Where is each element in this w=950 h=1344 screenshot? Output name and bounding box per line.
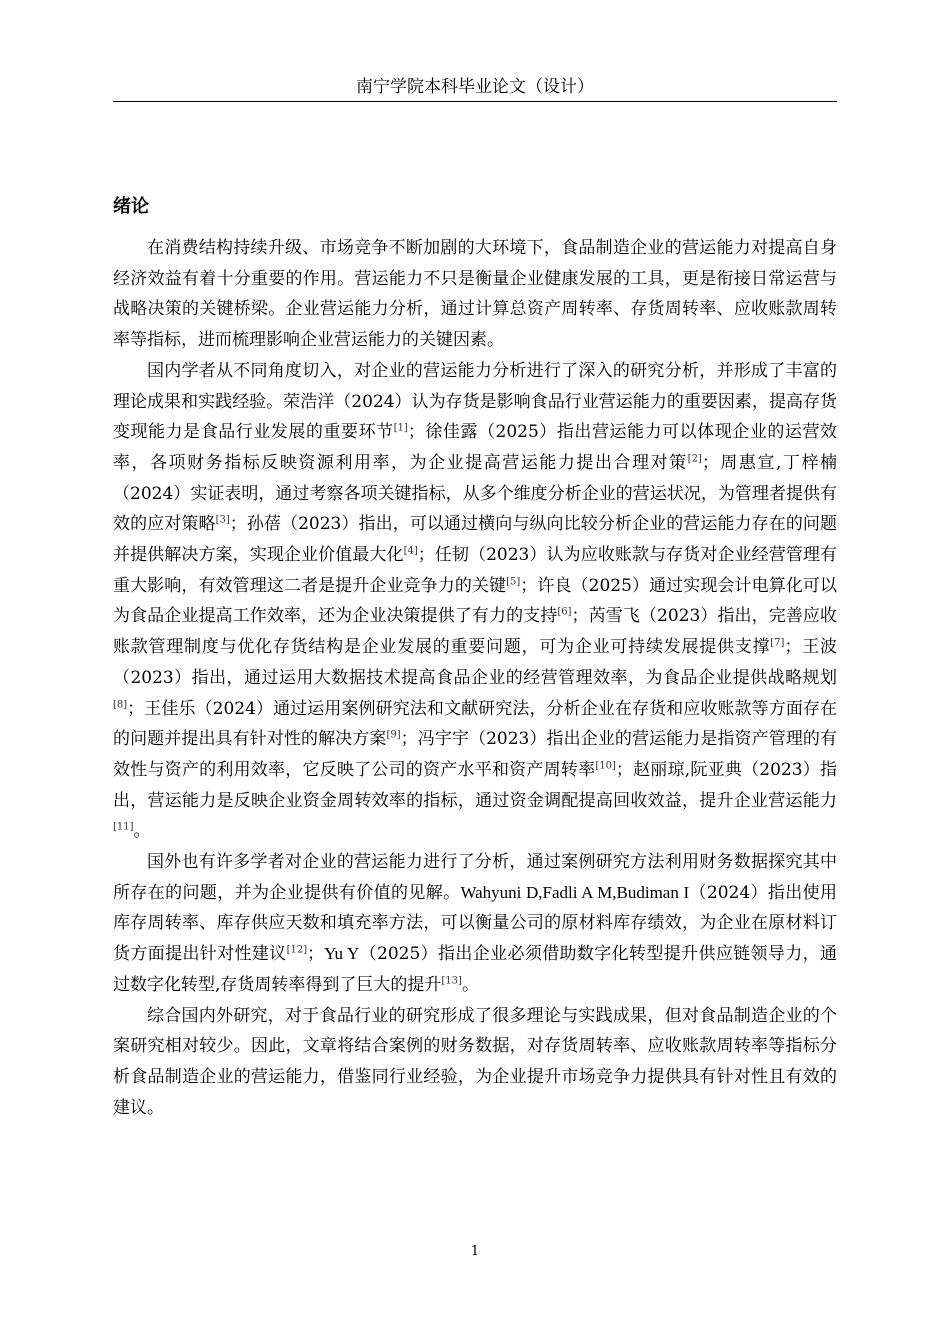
citation-marker: [7] xyxy=(770,637,785,649)
paragraph-text: 国外也有许多学者对企业的营运能力进行了分析，通过案例研究方法利用财务数据探究其中所存在的问题，并为企业提供有价值的见解。 xyxy=(113,852,837,903)
citation-marker: [5] xyxy=(506,576,521,588)
paragraph-text: （2025）指出企业必须借助数字化转型提升供应链领导力，通过数字化转型,存货周转率得到了巨大的提升 xyxy=(113,944,837,995)
paragraph-text: ；王佳乐（2024）通过运用案例研究法和文献研究法，分析企业在存货和应收账款等方面存在的问题并提出具有针对性的解决方案 xyxy=(113,698,837,750)
citation-marker: [13] xyxy=(441,975,462,987)
paragraph-text: ；任韧（2023）认为应收账款与存货对企业经营管理有重大影响，有效管理这二者是提升企业竞争力的关键 xyxy=(113,545,838,596)
paragraph-text: ；芮雪飞（2023）指出，完善应收账款管理制度与优化存货结构是企业发展的重要问题，可为企业可持续发展提供支撑 xyxy=(113,606,837,658)
page-number: 1 xyxy=(470,1244,480,1259)
body-text xyxy=(113,233,837,1123)
paragraph-text: ；孙蓓（2023）指出，可以通过横向与纵向比较分析企业的营运能力存在的问题并提供解决方案，实现企业价值最大化 xyxy=(113,514,838,566)
paragraph-text: ；王波（2023）指出，通过运用大数据技术提高食品企业的经营管理效率，为食品企业提供战略规划 xyxy=(113,637,837,688)
citation-marker: [4] xyxy=(403,545,418,557)
paragraph-text: ；许良（2025）通过实现会计电算化可以为食品企业提高工作效率，还为企业决策提供了有力的支持 xyxy=(113,575,838,627)
citation-marker: [11] xyxy=(113,821,134,833)
header-title: 南宁学院本科毕业论文（设计） xyxy=(356,77,594,97)
citation-marker: [6] xyxy=(557,606,572,618)
paragraph-text: （2024）指出使用库存周转率、库存供应天数和填充率方法，可以衡量公司的原材料库存绩效，为企业在原材料订货方面提出针对性建议 xyxy=(113,882,838,965)
paragraph-text: ；周惠宣,丁梓楠（2024）实证表明，通过考察各项关键指标，从多个维度分析企业的营运状况，为管理者提供有效的应对策略 xyxy=(113,452,838,535)
paragraph-text: ；赵丽琼,阮亚典（2023）指出，营运能力是反映企业资金周转效率的指标，通过资金调配提高回收效益，提升企业营运能力 xyxy=(113,759,838,811)
paragraph-text: 国内学者从不同角度切入，对企业的营运能力分析进行了深入的研究分析，并形成了丰富的理论成果和实践经验。荣浩洋（2024）认为存货是影响食品行业营运能力的重要因素，提高存货变现能力是食品行业发展的重要环节 xyxy=(113,360,837,443)
paragraph xyxy=(113,233,837,356)
citation-marker: [12] xyxy=(286,944,308,956)
paragraph-text: ；冯宇宇（2023）指出企业的营运能力是指资产管理的有效性与资产的利用效率，它反映了公司的资产水平和资产周转率 xyxy=(113,729,838,780)
paragraph-text: 在消费结构持续升级、市场竞争不断加剧的大环境下，食品制造企业的营运能力对提高自身经济效益有着十分重要的作用。营运能力不只是衡量企业健康发展的工具，更是衔接日常运营与战略决策的关键桥梁。企业营运能力分析，通过计算总资产周转率、存货周转率、应收账款周转率等指标，进而梳理影响企业营运能力的关键因素。 xyxy=(113,238,837,351)
paragraph-text: ； xyxy=(307,944,325,965)
paragraph-text: 。 xyxy=(461,974,479,995)
paragraph-text: 。 xyxy=(133,821,151,842)
author-name: Wahyuni D,Fadli A M,Budiman I xyxy=(460,882,690,902)
author-name: Yu Y xyxy=(324,944,360,964)
section-title: 绪论 xyxy=(113,196,149,217)
paragraph xyxy=(113,847,837,1001)
header-rule xyxy=(113,101,837,102)
paragraph-text: ；徐佳露（2025）指出营运能力可以体现企业的运营效率，各项财务指标反映资源利用率，为企业提高营运能力提出合理对策 xyxy=(113,422,838,473)
citation-marker: [8] xyxy=(113,698,128,710)
citation-marker: [2] xyxy=(687,453,702,465)
paragraph xyxy=(113,1001,837,1124)
paragraph-text: 综合国内外研究，对于食品行业的研究形成了很多理论与实践成果，但对食品制造企业的个案研究相对较少。因此，文章将结合案例的财务数据，对存货周转率、应收账款周转率等指标分析食品制造企业的营运能力，借鉴同行业经验，为企业提升市场竞争力提供具有针对性且有效的建议。 xyxy=(113,1005,837,1118)
paragraph xyxy=(113,356,837,847)
citation-marker: [10] xyxy=(595,760,616,772)
citation-marker: [3] xyxy=(215,514,230,526)
citation-marker: [1] xyxy=(393,422,408,434)
citation-marker: [9] xyxy=(386,729,401,741)
